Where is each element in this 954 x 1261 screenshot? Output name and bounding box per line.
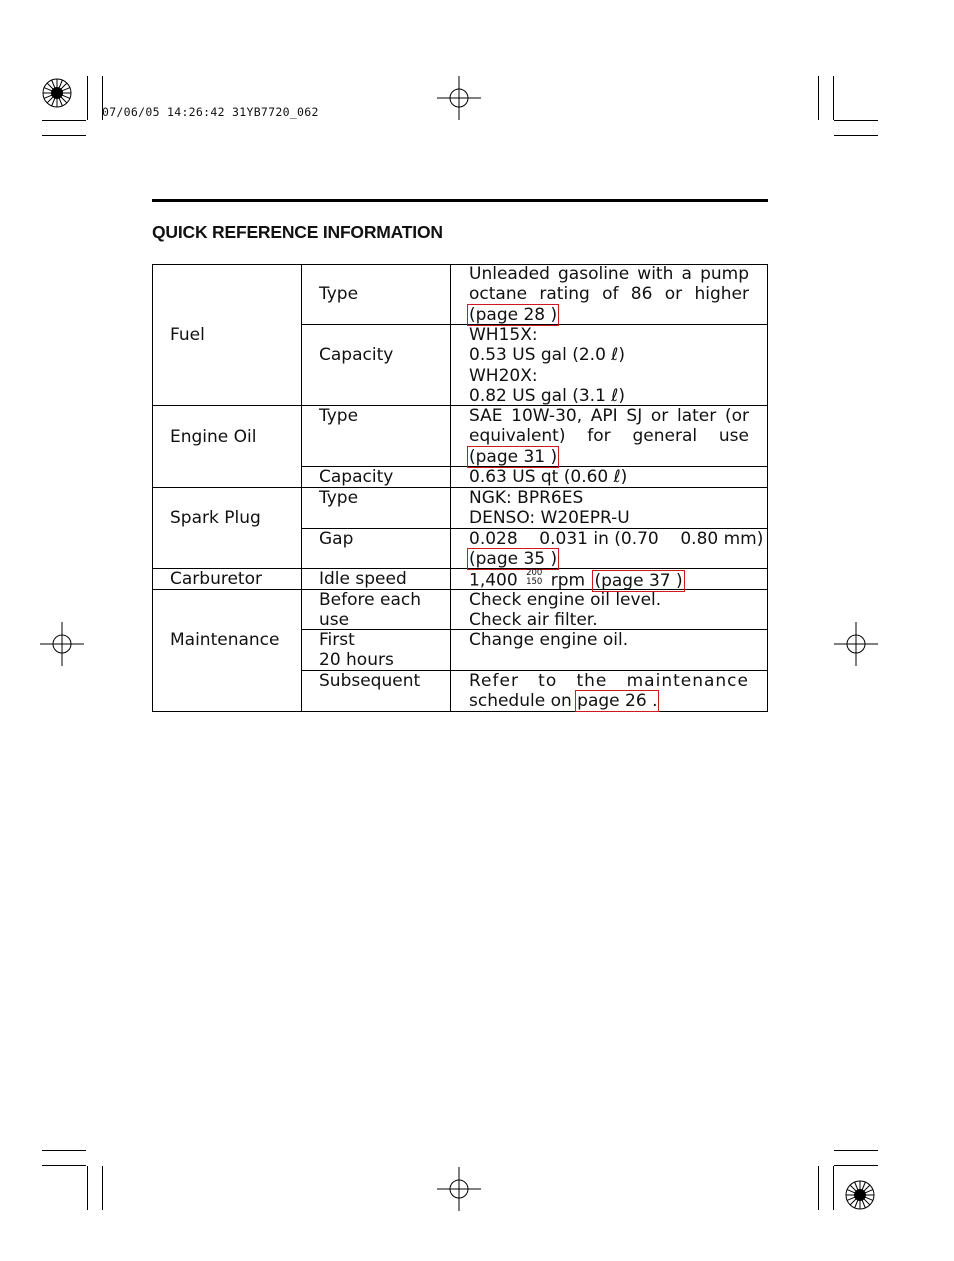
row-label-engine-oil: Engine Oil bbox=[170, 427, 257, 447]
page-28-link[interactable]: (page 28 ) bbox=[469, 304, 558, 325]
maint-first-20-hours-value: Change engine oil. bbox=[469, 630, 629, 650]
quick-reference-table bbox=[152, 264, 768, 712]
crop-mark bbox=[818, 76, 819, 120]
registration-crosshair-icon bbox=[437, 1167, 481, 1211]
oil-capacity-label: Capacity bbox=[319, 467, 394, 487]
oil-capacity-value: 0.63 US qt (0.60 ℓ) bbox=[469, 467, 628, 487]
page-37-link[interactable]: (page 37 ) bbox=[594, 570, 683, 591]
crop-mark bbox=[834, 135, 878, 136]
oil-type-value: SAE 10W-30, API SJ or later (or equivalent) for general use (page 31 ) bbox=[469, 406, 749, 467]
plug-gap-value: 0.028 0.031 in (0.70 0.80 mm) (page 35 ) bbox=[469, 529, 764, 570]
registration-crosshair-icon bbox=[40, 622, 84, 666]
maint-before-each-use-value: Check engine oil level. Check air filter. bbox=[469, 590, 662, 631]
page-26-link[interactable]: page 26 . bbox=[577, 691, 658, 712]
fuel-type-value: Unleaded gasoline with a pump octane rating of 86 or higher (page 28 ) bbox=[469, 264, 749, 325]
crop-mark bbox=[102, 1166, 103, 1210]
idle-tolerance: 200 150 bbox=[526, 568, 543, 587]
crop-mark bbox=[834, 1150, 878, 1151]
maint-subsequent-value: Refer to the maintenance schedule on page 26 . bbox=[469, 671, 749, 712]
page-31-link[interactable]: (page 31 ) bbox=[469, 446, 558, 467]
plug-gap-label: Gap bbox=[319, 529, 354, 549]
crop-mark bbox=[42, 135, 86, 136]
idle-speed-value: 1,400 200 150 rpm (page 37 ) bbox=[469, 568, 683, 591]
page-35-link[interactable]: (page 35 ) bbox=[469, 549, 558, 570]
crop-mark bbox=[87, 1166, 88, 1210]
table-border bbox=[767, 264, 768, 712]
maint-before-each-use-label: Before each use bbox=[319, 590, 421, 631]
plug-type-value: NGK: BPR6ES DENSO: W20EPR-U bbox=[469, 488, 630, 529]
crop-mark bbox=[834, 120, 878, 121]
registration-crosshair-icon bbox=[437, 76, 481, 120]
fuel-capacity-value: WH15X: 0.53 US gal (2.0 ℓ) WH20X: 0.82 US gal (3.1 ℓ) bbox=[469, 325, 625, 407]
fuel-type-label: Type bbox=[319, 284, 359, 304]
row-label-spark-plug: Spark Plug bbox=[170, 508, 261, 528]
registration-crosshair-icon bbox=[834, 622, 878, 666]
oil-type-label: Type bbox=[319, 406, 359, 426]
fuel-capacity-label: Capacity bbox=[319, 345, 394, 365]
maint-first-20-hours-label: First 20 hours bbox=[319, 630, 394, 671]
crop-mark bbox=[87, 76, 88, 120]
column-divider bbox=[450, 264, 451, 712]
row-label-fuel: Fuel bbox=[170, 325, 205, 345]
maint-subsequent-label: Subsequent bbox=[319, 671, 421, 691]
registration-sunburst-icon bbox=[42, 78, 72, 108]
header-rule bbox=[152, 199, 768, 202]
page-title: QUICK REFERENCE INFORMATION bbox=[152, 222, 443, 242]
crop-mark bbox=[818, 1166, 819, 1210]
table-border bbox=[152, 264, 153, 712]
column-divider bbox=[301, 264, 302, 712]
row-label-maintenance: Maintenance bbox=[170, 630, 280, 650]
crop-mark bbox=[42, 1150, 86, 1151]
crop-mark bbox=[42, 120, 86, 121]
crop-mark bbox=[42, 1165, 86, 1166]
idle-speed-label: Idle speed bbox=[319, 569, 407, 589]
plug-type-label: Type bbox=[319, 488, 359, 508]
registration-sunburst-icon bbox=[845, 1180, 875, 1210]
crop-mark bbox=[833, 76, 834, 120]
crop-mark bbox=[833, 1166, 834, 1210]
crop-mark bbox=[834, 1165, 878, 1166]
print-timestamp: 07/06/05 14:26:42 31YB7720_062 bbox=[102, 105, 319, 119]
row-label-carburetor: Carburetor bbox=[170, 569, 262, 589]
